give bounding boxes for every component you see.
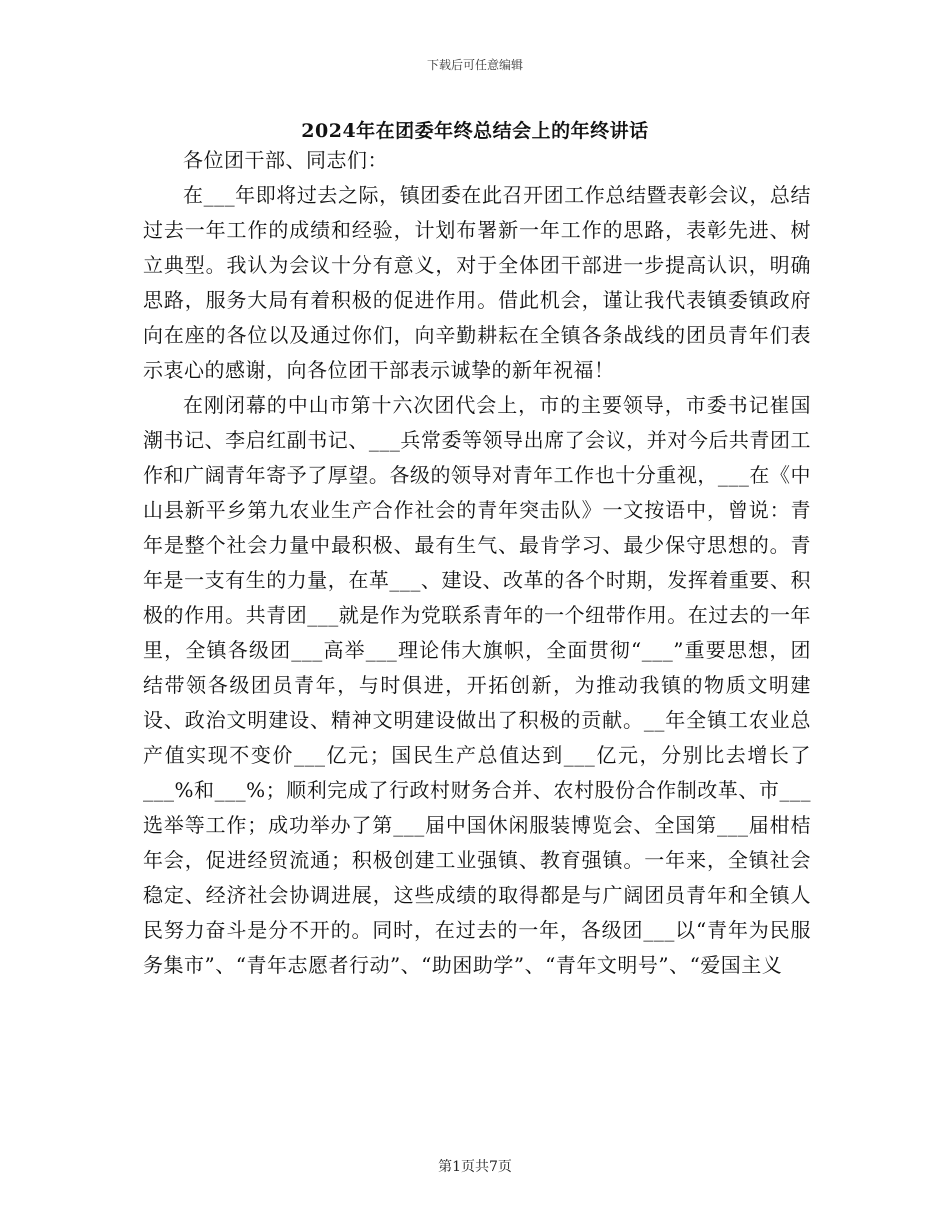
paragraph-salutation: 各位团干部、同志们： [183, 148, 388, 172]
page-number: 第1页共7页 [438, 1159, 512, 1175]
document-title: 2024年在团委年终总结会上的年终讲话 [301, 120, 649, 142]
download-note: 下载后可任意编辑 [426, 58, 523, 72]
paragraph-achievements: 在刚闭幕的中山市第十六次团代会上，市的主要领导，市委书记崔国潮书记、李启红副书记、___兵常委等领导出席了会议，并对今后共青团工作和广阔青年寄予了厚望。各级的领导对青年工作也十分重视，___在《中山县新平乡第九农业生产合作社会的青年突击队》一文按语中，曾说：青年是整个社会力量中最积极、最有生气、最肯学习、最少保守思想的。青年是一支有生的力量，在革___、建设、改革的各个时期，发挥着重要、积极的作用。共青团___就是作为党联系青年的一个纽带作用。在过去的一年里，全镇各级团___高举___理论伟大旗帜，全面贯彻“___”重要思想，团结带领各级团员青年，与时俱进，开拓创新，为推动我镇的物质文明建设、政治文明建设、精神文明建设做出了积极的贡献。__年全镇工农业总产值实现不变价___亿元；国民生产总值达到___亿元，分别比去增长了___%和___%；顺利完成了行政村财务合并、农村股份合作制改革、市___选举等工作；成功举办了第___届中国休闲服装博览会、全国第___届柑桔年会，促进经贸流通；积极创建工业强镇、教育强镇。一年来，全镇社会稳定、经济社会协调进展，这些成绩的取得都是与广阔团员青年和全镇人民努力奋斗是分不开的。同时，在过去的一年，各级团___以“青年为民服务集市”、“青年志愿者行动”、“助困助学”、“青年文明号”、“爱国主义 [143, 393, 811, 977]
document-body [143, 143, 811, 983]
paragraph-opening: 在___年即将过去之际，镇团委在此召开团工作总结暨表彰会议，总结过去一年工作的成绩和经验，计划布署新一年工作的思路，表彰先进、树立典型。我认为会议十分有意义，对于全体团干部进一步提高认识，明确思路，服务大局有着积极的促进作用。借此机会，谨让我代表镇委镇政府向在座的各位以及通过你们，向辛勤耕耘在全镇各条战线的团员青年们表示衷心的感谢，向各位团干部表示诚挚的新年祝福！ [143, 183, 811, 382]
